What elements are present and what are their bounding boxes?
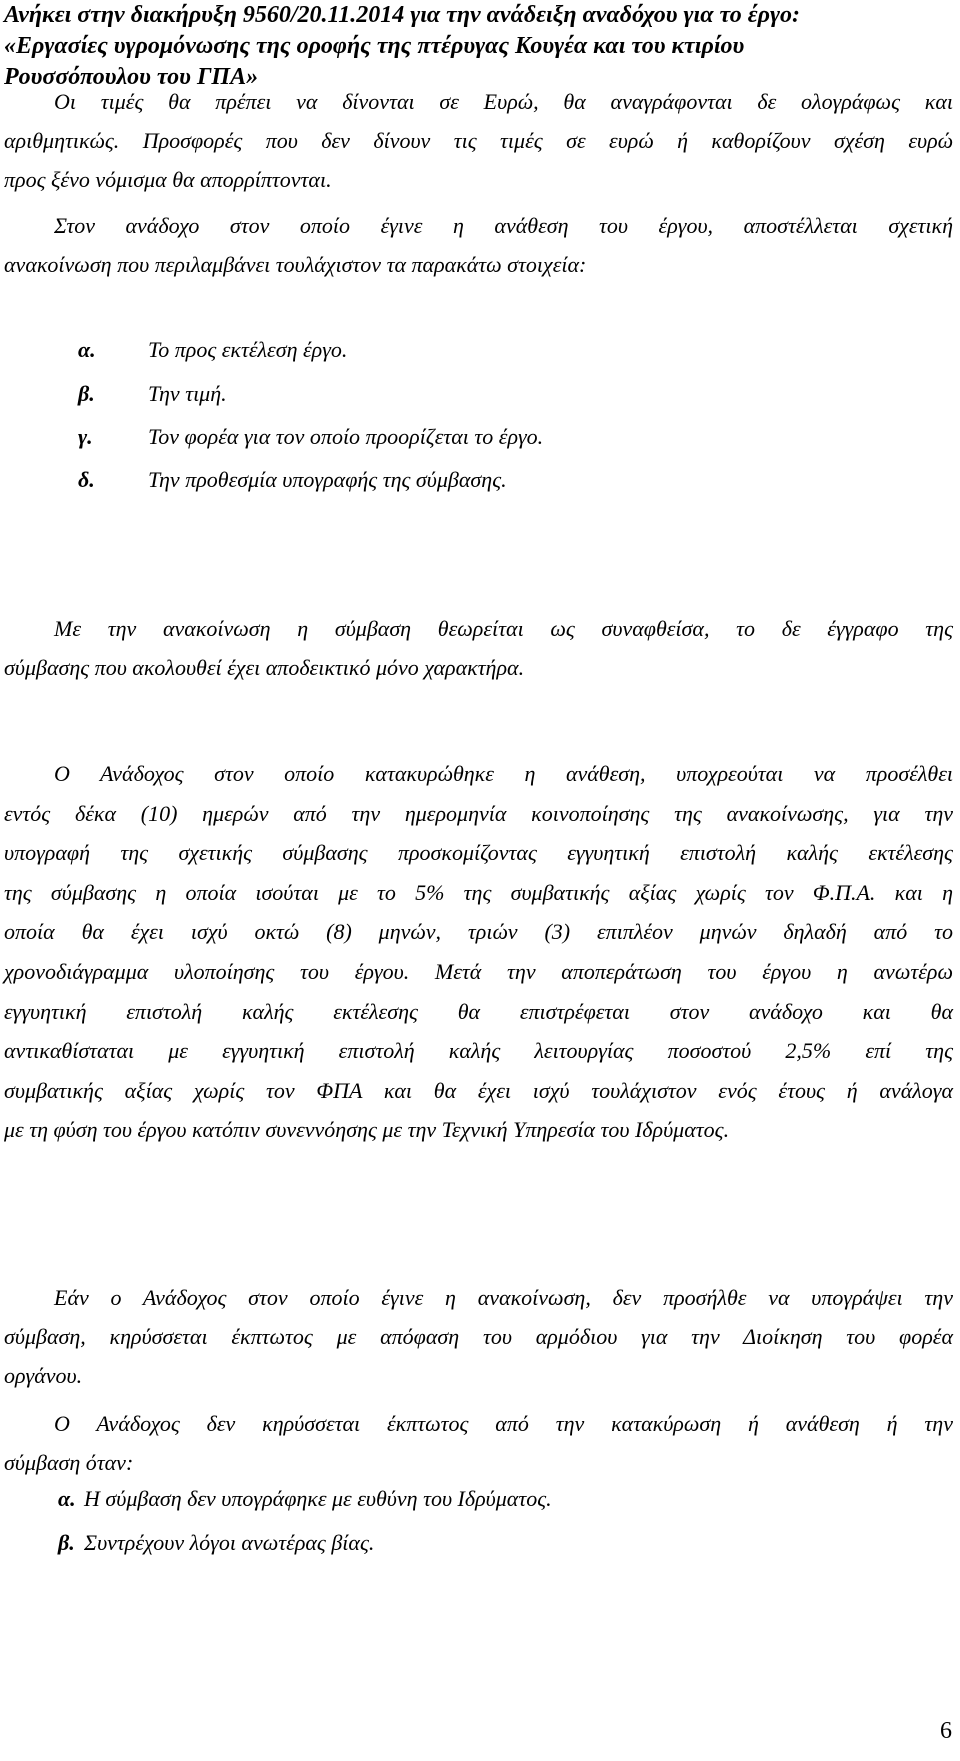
paragraph-line: με τη φύση του έργου κατόπιν συνεννόησης με την Τεχνική Υπηρεσία του Ιδρύματος. — [4, 1117, 730, 1143]
paragraph-line: ανακοίνωση που περιλαμβάνει τουλάχιστον τα παρακάτω στοιχεία: — [4, 252, 587, 277]
paragraph-guarantee — [4, 754, 953, 1150]
paragraph-line: Με την ανακοίνωση η σύμβαση θεωρείται ως συναφθείσα, το δε έγγραφο της — [54, 616, 953, 641]
paragraph-prices — [4, 82, 953, 199]
paragraph-line: αντικαθίσταται με εγγυητική επιστολή καλής λειτουργίας ποσοστού 2,5% επί της — [4, 1038, 953, 1064]
list-marker: β. — [58, 1530, 75, 1555]
paragraph-line: αριθμητικώς. Προσφορές που δεν δίνουν τις τιμές σε ευρώ ή καθορίζουν σχέση ευρώ — [4, 128, 953, 153]
paragraph-exceptions — [4, 1404, 953, 1482]
paragraph-line: Εάν ο Ανάδοχος στον οποίο έγινε η ανακοίνωση, δεν προσήλθε να υπογράψει την — [54, 1285, 953, 1310]
document-header — [4, 0, 949, 93]
paragraph-line: Οι τιμές θα πρέπει να δίνονται σε Ευρώ, θα αναγράφονται δε ολογράφως και — [54, 89, 953, 114]
list-marker: α. — [58, 1486, 76, 1511]
list-marker: γ. — [78, 424, 93, 449]
paragraph-line: προς ξένο νόμισμα θα απορρίπτονται. — [4, 167, 332, 192]
paragraph-line: χρονοδιάγραμμα υλοποίησης του έργου. Μετά την αποπεράτωση του έργου η ανωτέρω — [4, 958, 953, 984]
header-line: Ρουσσόπουλου του ΓΠΑ» — [4, 64, 259, 90]
paragraph-line: υπογραφή της σχετικής σύμβασης προσκομίζοντας εγγυητική επιστολή καλής εκτέλεσης — [4, 840, 953, 866]
list-marker: β. — [78, 381, 95, 406]
page-number: 6 — [940, 1718, 952, 1744]
paragraph-line: Στον ανάδοχο στον οποίο έγινε η ανάθεση του έργου, αποστέλλεται σχετική — [54, 213, 953, 238]
paragraph-line: οποία θα έχει ισχύ οκτώ (8) μηνών, τριών (3) επιπλέον μηνών δηλαδή από το — [4, 919, 953, 945]
paragraph-contract-concluded — [4, 609, 953, 687]
header-line: Ανήκει στην διακήρυξη 9560/20.11.2014 για την ανάδειξη αναδόχου για το έργο: — [4, 2, 800, 28]
list-text: Συντρέχουν λόγοι ανωτέρας βίας. — [84, 1530, 375, 1555]
paragraph-line: εγγυητική επιστολή καλής εκτέλεσης θα επιστρέφεται στον ανάδοχο και θα — [4, 998, 953, 1024]
paragraph-line: της σύμβασης η οποία ισούται με το 5% της συμβατικής αξίας χωρίς τον Φ.Π.Α. και η — [4, 879, 953, 905]
paragraph-line: Ο Ανάδοχος στον οποίο κατακυρώθηκε η ανάθεση, υποχρεούται να προσέλθει — [54, 761, 953, 786]
paragraph-line: σύμβασης που ακολουθεί έχει αποδεικτικό μόνο χαρακτήρα. — [4, 655, 525, 680]
list-marker: α. — [78, 337, 96, 362]
paragraph-line: Ο Ανάδοχος δεν κηρύσσεται έκπτωτος από την κατακύρωση ή ανάθεση ή την — [54, 1411, 953, 1436]
list-marker: δ. — [78, 467, 95, 492]
paragraph-line: οργάνου. — [4, 1363, 83, 1388]
paragraph-line: σύμβαση, κηρύσσεται έκπτωτος με απόφαση του αρμόδιου για την Διοίκηση του φορέα — [4, 1324, 953, 1349]
list-text: Τον φορέα για τον οποίο προορίζεται το έργο. — [148, 424, 544, 449]
paragraph-line: συμβατικής αξίας χωρίς τον ΦΠΑ και θα έχει ισχύ τουλάχιστον ενός έτους ή ανάλογα — [4, 1077, 953, 1103]
header-line: «Εργασίες υγρομόνωσης της οροφής της πτέρυγας Κουγέα και του κτιρίου — [4, 33, 745, 59]
list-text: Η σύμβαση δεν υπογράφηκε με ευθύνη του Ιδρύματος. — [84, 1486, 552, 1511]
paragraph-line: σύμβαση όταν: — [4, 1450, 134, 1475]
paragraph-award-notice — [4, 206, 953, 284]
list-text: Την τιμή. — [148, 381, 227, 406]
list-text: Το προς εκτέλεση έργο. — [148, 337, 348, 362]
paragraph-forfeiture — [4, 1278, 953, 1395]
list-text: Την προθεσμία υπογραφής της σύμβασης. — [148, 467, 507, 492]
paragraph-line: εντός δέκα (10) ημερών από την ημερομηνία κοινοποίησης της ανακοίνωσης, για την — [4, 800, 953, 826]
